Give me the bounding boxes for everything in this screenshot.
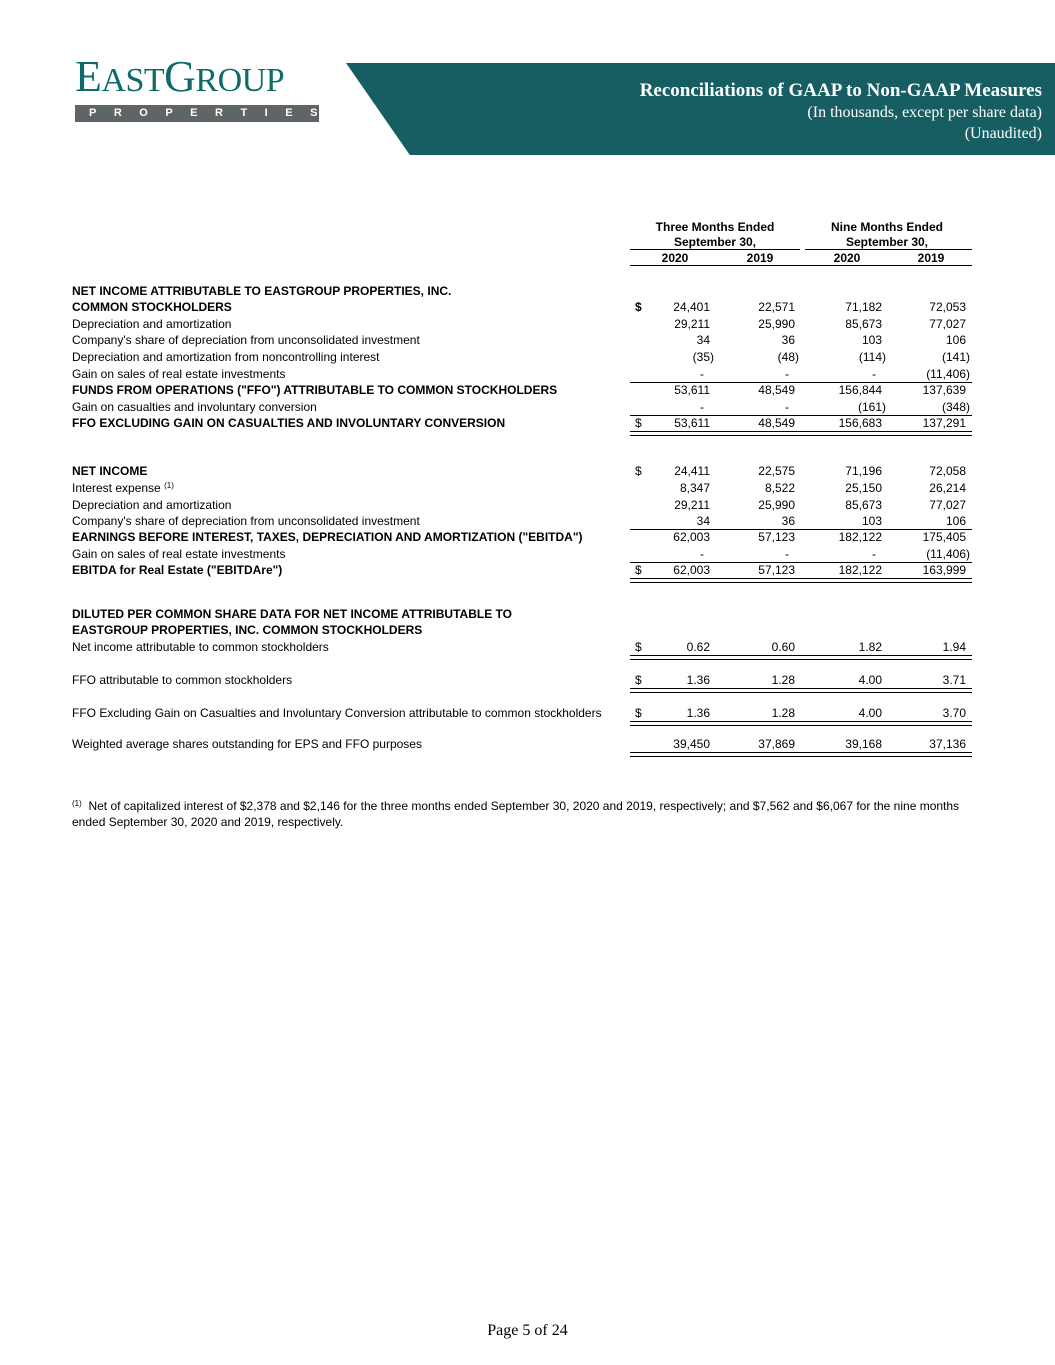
- page-title: Reconciliations of GAAP to Non-GAAP Measures: [639, 80, 1042, 101]
- logo-letter: E: [75, 52, 102, 101]
- row-label: COMMON STOCKHOLDERS: [72, 300, 232, 314]
- cell: 4.00: [858, 706, 882, 720]
- cell: 175,405: [922, 530, 966, 544]
- logo-subtitle: PROPERTIES: [75, 105, 319, 122]
- footnote: [72, 798, 972, 830]
- cell: 1.36: [686, 706, 710, 720]
- cell: (48): [777, 350, 799, 364]
- dollar-sign: $: [635, 300, 642, 314]
- table-row: [72, 399, 972, 415]
- cell: 3.70: [942, 706, 966, 720]
- cell: 1.28: [771, 673, 795, 687]
- cell: 48,549: [758, 383, 795, 397]
- dollar-sign: $: [635, 464, 642, 478]
- cell: 8,347: [679, 481, 710, 495]
- cell: -: [700, 367, 704, 381]
- row-label: Weighted average shares outstanding for EPS and FFO purposes: [72, 737, 422, 751]
- header-text: [640, 80, 1042, 144]
- cell: 77,027: [929, 317, 966, 331]
- cell: 25,990: [758, 317, 795, 331]
- year-header: 2020: [661, 251, 689, 265]
- cell: 4.00: [858, 673, 882, 687]
- logo-wordmark: [75, 52, 325, 101]
- nine-months-date: September 30,: [845, 235, 929, 249]
- table-row: [72, 366, 972, 382]
- table-row: [72, 497, 972, 513]
- table-row: [72, 529, 972, 545]
- cell: 53,611: [674, 383, 710, 397]
- row-label: DILUTED PER COMMON SHARE DATA FOR NET INCOME ATTRIBUTABLE TO: [72, 607, 512, 621]
- row-label: EBITDA for Real Estate ("EBITDAre"): [72, 563, 283, 577]
- cell: 103: [861, 333, 882, 347]
- dollar-sign: $: [635, 706, 642, 720]
- cell: 62,003: [673, 563, 710, 577]
- year-header: 2019: [746, 251, 774, 265]
- double-underline: [630, 655, 972, 660]
- table-row: [72, 332, 972, 348]
- table-row: [72, 463, 972, 479]
- row-label: FFO Excluding Gain on Casualties and Involuntary Conversion attributable to common stockholders: [72, 706, 602, 720]
- cell: 77,027: [929, 498, 966, 512]
- three-months-label: Three Months Ended: [655, 220, 775, 234]
- cell: 1.36: [686, 673, 710, 687]
- table-row: [72, 705, 972, 721]
- row-label: Gain on sales of real estate investments: [72, 367, 286, 381]
- row-label: FUNDS FROM OPERATIONS ("FFO") ATTRIBUTABLE TO COMMON STOCKHOLDERS: [72, 383, 558, 397]
- cell: 39,168: [845, 737, 882, 751]
- cell: 182,122: [838, 563, 882, 577]
- double-underline: [630, 688, 972, 693]
- unaudited-note: (Unaudited): [964, 125, 1042, 142]
- logo-letters: ROUP: [195, 62, 285, 99]
- row-label: NET INCOME: [72, 464, 148, 478]
- cell: 53,611: [674, 416, 710, 430]
- row-label: Company's share of depreciation from unconsolidated investment: [72, 514, 420, 528]
- cell: 29,211: [674, 498, 710, 512]
- cell: -: [700, 400, 704, 414]
- logo-letter: G: [164, 52, 196, 101]
- table-row: [72, 415, 972, 431]
- cell: 137,639: [922, 383, 966, 397]
- cell: (161): [857, 400, 886, 414]
- cell: 48,549: [758, 416, 795, 430]
- cell: 72,058: [929, 464, 966, 478]
- double-underline: [630, 578, 972, 583]
- cell: 36: [781, 514, 795, 528]
- nine-months-label: Nine Months Ended: [831, 220, 943, 234]
- dollar-sign: $: [635, 673, 642, 687]
- cell: (348): [941, 400, 970, 414]
- three-months-date: September 30,: [673, 235, 757, 249]
- cell: 24,401: [673, 300, 710, 314]
- row-label: Net income attributable to common stockholders: [72, 640, 329, 654]
- company-logo: [75, 52, 335, 122]
- dollar-sign: $: [635, 416, 642, 430]
- table-row: [72, 736, 972, 752]
- cell: 57,123: [758, 563, 795, 577]
- row-label: Depreciation and amortization: [72, 317, 232, 331]
- row-label: FFO EXCLUDING GAIN ON CASUALTIES AND INVOLUNTARY CONVERSION: [72, 416, 506, 430]
- cell: 103: [861, 514, 882, 528]
- cell: 57,123: [758, 530, 795, 544]
- cell: 24,411: [674, 464, 710, 478]
- cell: 37,869: [758, 737, 795, 751]
- row-label: [72, 480, 174, 496]
- row-label: Depreciation and amortization: [72, 498, 232, 512]
- footnote-marker: (1): [164, 481, 174, 490]
- cell: 1.28: [771, 706, 795, 720]
- cell: 25,150: [845, 481, 882, 495]
- cell: 156,844: [838, 383, 882, 397]
- cell: 72,053: [929, 300, 966, 314]
- cell: -: [872, 367, 876, 381]
- label-text: Interest expense: [72, 481, 161, 495]
- cell: -: [700, 547, 704, 561]
- double-underline: [630, 431, 972, 436]
- double-underline: [630, 721, 972, 726]
- section-heading: [72, 622, 972, 638]
- nine-months-header: [802, 220, 972, 250]
- cell: 106: [945, 333, 966, 347]
- footnote-text: Net of capitalized interest of $2,378 and $2,146 for the three months ended September 30, 2020 and 2019, respectively; and $7,562 and $6,067 for the nine months ended September 30, 2020 and 2019, respectively.: [72, 799, 960, 829]
- divider: [805, 249, 972, 250]
- row-label: FFO attributable to common stockholders: [72, 673, 293, 687]
- cell: 3.71: [942, 673, 966, 687]
- cell: 182,122: [838, 530, 882, 544]
- logo-letters: AST: [101, 62, 165, 99]
- page-subtitle: (In thousands, except per share data): [807, 104, 1042, 121]
- footnote-marker: (1): [72, 799, 82, 808]
- cell: (114): [858, 350, 886, 364]
- table-row: [72, 316, 972, 332]
- table-row: [72, 382, 972, 398]
- table-row: [72, 546, 972, 562]
- cell: 36: [781, 333, 795, 347]
- cell: 34: [696, 514, 710, 528]
- cell: (35): [692, 350, 714, 364]
- dollar-sign: $: [635, 640, 642, 654]
- cell: 34: [696, 333, 710, 347]
- cell: (11,406): [926, 547, 970, 561]
- row-label: Company's share of depreciation from unconsolidated investment: [72, 333, 420, 347]
- cell: 71,182: [845, 300, 882, 314]
- table-row: [72, 639, 972, 655]
- cell: 62,003: [673, 530, 710, 544]
- cell: 37,136: [929, 737, 966, 751]
- table-row: [72, 349, 972, 365]
- cell: 85,673: [845, 498, 882, 512]
- cell: 29,211: [674, 317, 710, 331]
- cell: 163,999: [922, 563, 966, 577]
- cell: 39,450: [673, 737, 710, 751]
- table-row: [72, 672, 972, 688]
- cell: 25,990: [758, 498, 795, 512]
- row-label: Gain on casualties and involuntary conversion: [72, 400, 317, 414]
- row-label: Depreciation and amortization from noncontrolling interest: [72, 350, 380, 364]
- dollar-sign: $: [635, 563, 642, 577]
- cell: 71,196: [845, 464, 882, 478]
- page-number: Page 5 of 24: [487, 1322, 568, 1339]
- cell: -: [785, 367, 789, 381]
- cell: 1.94: [942, 640, 966, 654]
- cell: 106: [945, 514, 966, 528]
- cell: (11,406): [926, 367, 970, 381]
- table-row: [72, 513, 972, 529]
- cell: 22,575: [758, 464, 795, 478]
- cell: -: [785, 547, 789, 561]
- cell: 156,683: [838, 416, 882, 430]
- cell: -: [872, 547, 876, 561]
- cell: -: [785, 400, 789, 414]
- divider: [630, 249, 800, 250]
- cell: 0.62: [686, 640, 710, 654]
- cell: 0.60: [771, 640, 795, 654]
- three-months-header: [630, 220, 800, 250]
- year-header: 2020: [833, 251, 861, 265]
- table-row: [72, 562, 972, 578]
- section-heading: [72, 606, 972, 622]
- cell: 22,571: [758, 300, 795, 314]
- cell: 8,522: [764, 481, 795, 495]
- cell: 85,673: [845, 317, 882, 331]
- table-row: [72, 480, 972, 496]
- row-label: EARNINGS BEFORE INTEREST, TAXES, DEPRECIATION AND AMORTIZATION ("EBITDA"): [72, 530, 583, 544]
- cell: 137,291: [922, 416, 966, 430]
- section-heading: [72, 283, 972, 299]
- cell: 26,214: [929, 481, 966, 495]
- table-row: [72, 299, 972, 315]
- cell: 1.82: [858, 640, 882, 654]
- row-label: Gain on sales of real estate investments: [72, 547, 286, 561]
- year-header: 2019: [917, 251, 945, 265]
- divider: [630, 265, 972, 266]
- row-label: EASTGROUP PROPERTIES, INC. COMMON STOCKHOLDERS: [72, 623, 423, 637]
- row-label: NET INCOME ATTRIBUTABLE TO EASTGROUP PROPERTIES, INC.: [72, 284, 452, 298]
- cell: (141): [941, 350, 970, 364]
- double-underline: [630, 752, 972, 757]
